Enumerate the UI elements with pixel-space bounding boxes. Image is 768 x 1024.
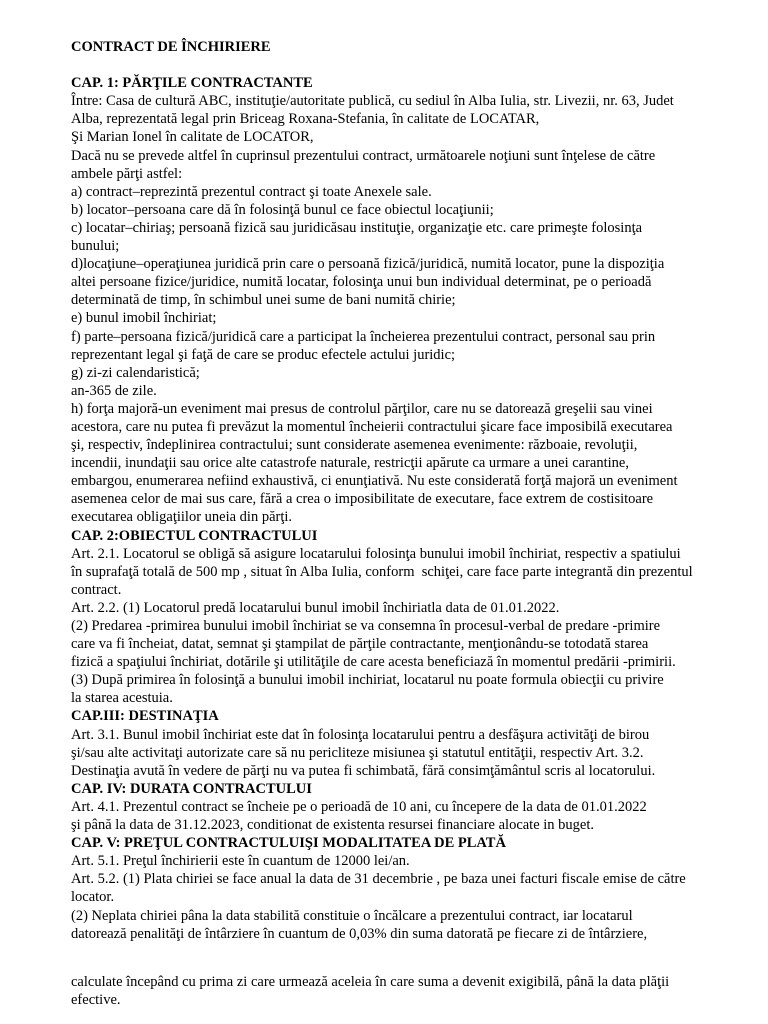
spacer — [71, 56, 728, 74]
cap1-body — [71, 92, 728, 526]
cap4-body — [71, 798, 728, 834]
text-line: (3) După primirea în folosinţă a bunului imobil inchiriat, locatarul nu poate formula obiecţii cu privire — [71, 672, 664, 689]
cap5-heading: CAP. V: PREŢUL CONTRACTULUIŞI MODALITATEA DE PLATĂ — [71, 835, 506, 852]
text-line: c) locatar–chiriaş; persoană fizică sau juridicăsau instituţie, organizaţie etc. care primeşte folosinţa — [71, 219, 643, 236]
text-line: d)locaţiune–operaţiunea juridică prin care o persoană fizică/juridică, numită locator, pune la dispoziţia — [71, 256, 665, 273]
text-line: altei persoane fizice/juridice, numită locatar, folosinţa unui bun individual determinat, pe o perioadă — [71, 274, 652, 291]
text-line: Art. 5.1. Preţul închirierii este în cuantum de 12000 lei/an. — [71, 853, 410, 870]
text-line: Şi Marian Ionel în calitate de LOCATOR, — [71, 129, 314, 146]
text-line: g) zi-zi calendaristică; — [71, 364, 200, 381]
text-line: f) parte–persoana fizică/juridică care a participat la încheierea prezentului contract, personal sau prin — [71, 328, 656, 345]
cap3-body — [71, 726, 728, 780]
text-line: a) contract–reprezintă prezentul contract şi toate Anexele sale. — [71, 183, 432, 200]
text-line: b) locator–persoana care dă în folosinţă bunul ce face obiectul locaţiunii; — [71, 201, 494, 218]
text-line: Art. 2.2. (1) Locatorul predă locatarului bunul imobil închiriatla data de 01.01.2022. — [71, 599, 560, 616]
text-line: an-365 de zile. — [71, 382, 157, 399]
cap2-body — [71, 545, 728, 708]
text-line: acestora, care nu putea fi prevăzut la momentul încheierii contractului şicare face imposibilă executarea — [71, 418, 673, 435]
text-line: Art. 4.1. Prezentul contract se încheie pe o perioadă de 10 ani, cu începere de la data de 01.01.2022 — [71, 798, 647, 815]
text-line: e) bunul imobil închiriat; — [71, 310, 217, 327]
cap5-body — [71, 852, 728, 942]
cap3-heading: CAP.III: DESTINAŢIA — [71, 708, 219, 725]
text-line: Art. 2.1. Locatorul se obligă să asigure locatarului folosinţa bunului imobil închiriat, respectiv a spatiului — [71, 545, 681, 562]
text-line: calculate începând cu prima zi care urmează aceleia în care suma a devenit exigibilă, până la data plăţii — [71, 973, 670, 990]
text-line: care va fi încheiat, datat, semnat şi ştampilat de părţile contractante, menţionându-se totodată starea — [71, 636, 649, 653]
text-line: contract. — [71, 581, 122, 598]
text-line: asemenea celor de mai sus care, fără a crea o imposibilitate de executare, face extrem de costisitoare — [71, 491, 654, 508]
text-line: bunului; — [71, 238, 120, 255]
text-line: datorează penalităţi de întârziere în cuantum de 0,03% din suma datorată pe fiecare zi de întârziere, — [71, 925, 648, 942]
text-line: Destinaţia avută în vedere de părţi nu va putea fi schimbată, fără consimţământul scris al locatorului. — [71, 762, 656, 779]
contract-title: CONTRACT DE ÎNCHIRIERE — [71, 39, 271, 55]
text-line: şi până la data de 31.12.2023, conditionat de existenta resursei financiare alocate in buget. — [71, 817, 595, 834]
text-line: h) forţa majoră-un eveniment mai presus de controlul părţilor, care nu se datorează greşelii sau vinei — [71, 400, 653, 417]
spacer — [71, 943, 728, 973]
text-line: locator. — [71, 889, 115, 906]
text-line: embargou, enumerarea nefiind exhaustivă, ci enunţiativă. Nu este considerată forţă majoră un eveniment — [71, 473, 678, 490]
text-line: Dacă nu se prevede altfel în cuprinsul prezentului contract, următoarele noţiuni sunt înţelese de către — [71, 147, 656, 164]
text-line: efective. — [71, 991, 121, 1008]
text-line: determinată de timp, în schimbul unei sume de bani numită chirie; — [71, 292, 456, 309]
text-line: (2) Neplata chiriei pâna la data stabilită constituie o încălcare a prezentului contract, iar locatarul — [71, 907, 633, 924]
text-line: ambele părţi astfel: — [71, 165, 183, 182]
cap5-continuation — [71, 973, 728, 1009]
text-line: şi/sau alte activitaţi autorizate care să nu pericliteze misiunea şi statutul entităţii, respectiv Art. 3.2. — [71, 744, 644, 761]
text-line: la starea acestuia. — [71, 690, 173, 707]
text-line: executarea obligaţiilor uneia din părţi. — [71, 509, 293, 526]
text-line: Alba, reprezentată legal prin Briceag Roxana-Stefania, în calitate de LOCATAR, — [71, 111, 540, 128]
cap1-heading: CAP. 1: PĂRŢILE CONTRACTANTE — [71, 75, 313, 92]
text-line: fizică a spaţiului închiriat, dotările şi utilităţile de care acesta beneficiază în momentul predării -primirii. — [71, 654, 676, 671]
text-line: Art. 3.1. Bunul imobil închiriat este dat în folosinţa locatarului pentru a desfăşura activităţi de birou — [71, 726, 650, 743]
text-line: Art. 5.2. (1) Plata chiriei se face anual la data de 31 decembrie , pe baza unei facturi fiscale emise de către — [71, 871, 686, 888]
text-line: şi, respectiv, îndeplinirea contractului; sunt considerate asemenea evenimente: războaie, revoluţii, — [71, 437, 638, 454]
text-line: în suprafaţă totală de 500 mp , situat în Alba Iulia, conform schiţei, care face parte integrantă din prezentul — [71, 563, 693, 580]
cap2-heading: CAP. 2:OBIECTUL CONTRACTULUI — [71, 527, 318, 544]
text-line: Între: Casa de cultură ABC, instituţie/autoritate publică, cu sediul în Alba Iulia, str. Livezii, nr. 63, Judet — [71, 93, 674, 110]
cap4-heading: CAP. IV: DURATA CONTRACTULUI — [71, 780, 312, 797]
text-line: (2) Predarea -primirea bunului imobil închiriat se va consemna în procesul-verbal de predare -primire — [71, 618, 661, 634]
text-line: incendii, inundaţii sau orice alte catastrofe naturale, restricţii apărute ca urmare a unei carantine, — [71, 455, 629, 472]
text-line: reprezentant legal şi faţă de care se produc efectele actului juridic; — [71, 346, 456, 363]
